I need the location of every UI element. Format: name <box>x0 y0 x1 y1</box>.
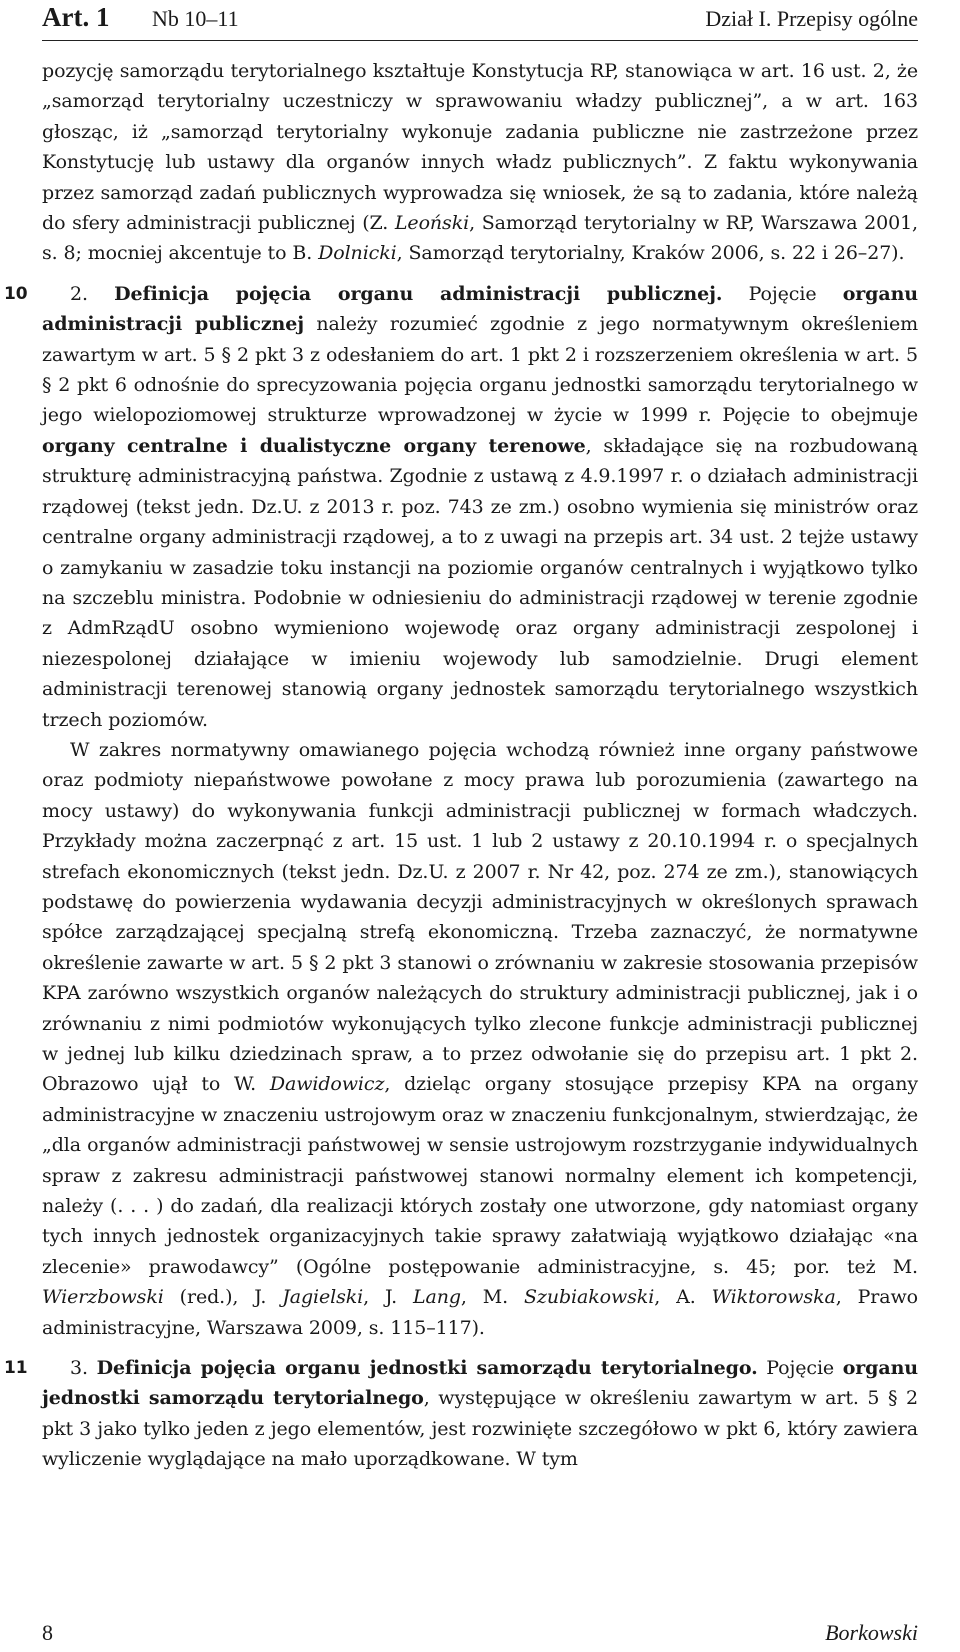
paragraph-11 <box>4 1353 919 1475</box>
author-name: Jagielski <box>282 1286 364 1309</box>
point-heading: Definicja pojęcia organu jednostki samorządu terytorialnego. <box>96 1357 758 1380</box>
text-run: , Samorząd terytorialny w RP, Warszawa 2001, s. 8; mocniej akcentuje to B. <box>42 212 918 265</box>
author-footer: Borkowski <box>825 1620 918 1645</box>
text-run: , składające się na rozbudowaną strukturę administracyjną państwa. Zgodnie z ustawą z 4.9.1997 r. o działach administracji rządowej (tekst jedn. Dz.U. z 2013 r. poz. 743 ze zm.) osobno wymienia się ministrów oraz centralne organy administracji rządowej, a to z uwagi na przepis art. 34 ust. 2 tejże ustawy o zamykaniu w zasadzie toku instancji na poziomie organów centralnych i wyjątkowo tylko na szczeblu ministra. Podobnie w odniesieniu do administracji rządowej w terenie zgodnie z AdmRządU osobno wymieniono wojewodę oraz organy administracji zespolonej i niezespolonej działające w imieniu wojewody lub samodzielnie. Drugi element administracji terenowej stanowią organy jednostek samorządu terytorialnego wszystkich trzech poziomów. <box>42 434 918 731</box>
point-number: 3. <box>70 1357 97 1380</box>
author-name: Wiktorowska <box>711 1286 836 1309</box>
point-number: 2. <box>70 282 115 305</box>
margin-number: 11 <box>4 1358 28 1379</box>
text-run: (red.), J. <box>163 1286 283 1309</box>
text-run: , dzieląc organy stosujące przepisy KPA na organy administracyjne w znaczeniu ustrojowym oraz w znaczeniu funkcjonalnym, stwierdzając, że „dla organów administracji państwowej w sensie ustrojowym rozstrzyganie indywidualnych spraw z zakresu administracji państwowej stanowi normalny element ich kompetencji, należy (. . . ) do zadań, dla realizacji których zostały one utworzone, gdy natomiast organy tych innych jednostek organizacyjnych takie sprawy załatwiają wyjątkowo działając «na zlecenie» prawodawcy” (Ogólne postępowanie administracyjne, s. 45; por. też M. <box>42 1073 918 1278</box>
text-run: , J. <box>363 1286 413 1309</box>
article-number: Art. 1 <box>42 2 110 32</box>
text-run: , występujące w określeniu zawartym w art. 5 § 2 pkt 3 jako tylko jeden z jego elementów, jest rozwinięte szczegółowo w pkt 6, który zawiera wyliczenie wyglądające na mało uporządkowane. W tym <box>42 1387 919 1471</box>
page-number: 8 <box>42 1620 53 1645</box>
author-name: Dolnicki <box>318 242 397 265</box>
paragraph <box>42 735 918 1343</box>
text-run: , Prawo administracyjne, Warszawa 2009, s. 115–117). <box>42 1286 918 1339</box>
text-run: Pojęcie <box>722 282 843 305</box>
key-term: organu jednostki samorządu terytorialnego <box>42 1357 919 1410</box>
text-run: Pojęcie <box>757 1357 843 1380</box>
text-run: pozycję samorządu terytorialnego kształtuje Konstytucja RP, stanowiąca w art. 16 ust. 2, że „samorząd terytorialny uczestniczy w sprawowaniu władzy publicznej”, a w art. 163 głosząc, iż „samorząd terytorialny wykonuje zadania publiczne nie zastrzeżone przez Konstytucję lub ustawy dla organów innych władz publicznych”. Z faktu wykonywania przez samorząd zadań publicznych wyprowadza się wniosek, że są to zadania, które należą do sfery administracji publicznej (Z. <box>42 60 918 235</box>
text-run: W zakres normatywny omawianego pojęcia wchodzą również inne organy państwowe oraz podmioty niepaństwowe powołane z mocy prawa lub porozumienia (zawartego na mocy ustawy) do wykonywania funkcji administracji publicznej w formach władczych. Przykłady można zaczerpnąć z art. 15 ust. 1 lub 2 ustawy z 20.10.1994 r. o specjalnych strefach ekonomicznych (tekst jedn. Dz.U. z 2007 r. Nr 42, poz. 274 ze zm.), stanowiących podstawę do powierzenia wydawania decyzji administracyjnych w określonych sprawach spółce zarządzającej specjalną strefą ekonomiczną. Trzeba zaznaczyć, że normatywne określenie zawarte w art. 5 § 2 pkt 3 stanowi o zrównaniu w zakresie stosowania przepisów KPA zarówno wszystkich organów należących do struktury administracji publicznej, jak i o zrównaniu z nimi podmiotów wykonujących tylko zlecone funkcje administracji publicznej w jednej lub kilku dziedzinach spraw, a to przez odwołanie się do przepisu art. 1 pkt 2. Obrazowo ujął to W. <box>42 738 918 1096</box>
text-run: należy rozumieć zgodnie z jego normatywnym określeniem zawartym w art. 5 § 2 pkt 3 z odesłaniem do art. 1 pkt 2 i rozszerzeniem określenia w art. 5 § 2 pkt 6 odnośnie do sprecyzowania pojęcia organu jednostki samorządu terytorialnego w jego wielopoziomowej strukturze wprowadzonej w życie w 1999 r. Pojęcie to obejmuje <box>42 313 919 427</box>
point-heading: Definicja pojęcia organu administracji publicznej. <box>114 282 723 305</box>
text-run: , A. <box>654 1286 712 1309</box>
author-name: Lang <box>412 1286 461 1309</box>
paragraph-continuation <box>42 56 918 269</box>
key-term: organu administracji publicznej <box>42 282 918 336</box>
author-name: Wierzbowski <box>42 1286 164 1309</box>
key-term: organy centralne i dualistyczne organy terenowe <box>42 434 586 457</box>
author-name: Dawidowicz <box>269 1073 385 1096</box>
text-run: , M. <box>460 1286 525 1309</box>
section-title: Dział I. Przepisy ogólne <box>705 6 918 31</box>
text-run: , Samorząd terytorialny, Kraków 2006, s. 22 i 26–27). <box>396 242 905 265</box>
margin-number: 10 <box>4 283 28 304</box>
body-text <box>4 56 919 1475</box>
author-name: Leoński <box>394 212 470 235</box>
author-name: Szubiakowski <box>524 1286 655 1309</box>
running-header <box>42 0 918 41</box>
margin-number-range: Nb 10–11 <box>152 6 239 31</box>
paragraph-10 <box>4 279 919 735</box>
